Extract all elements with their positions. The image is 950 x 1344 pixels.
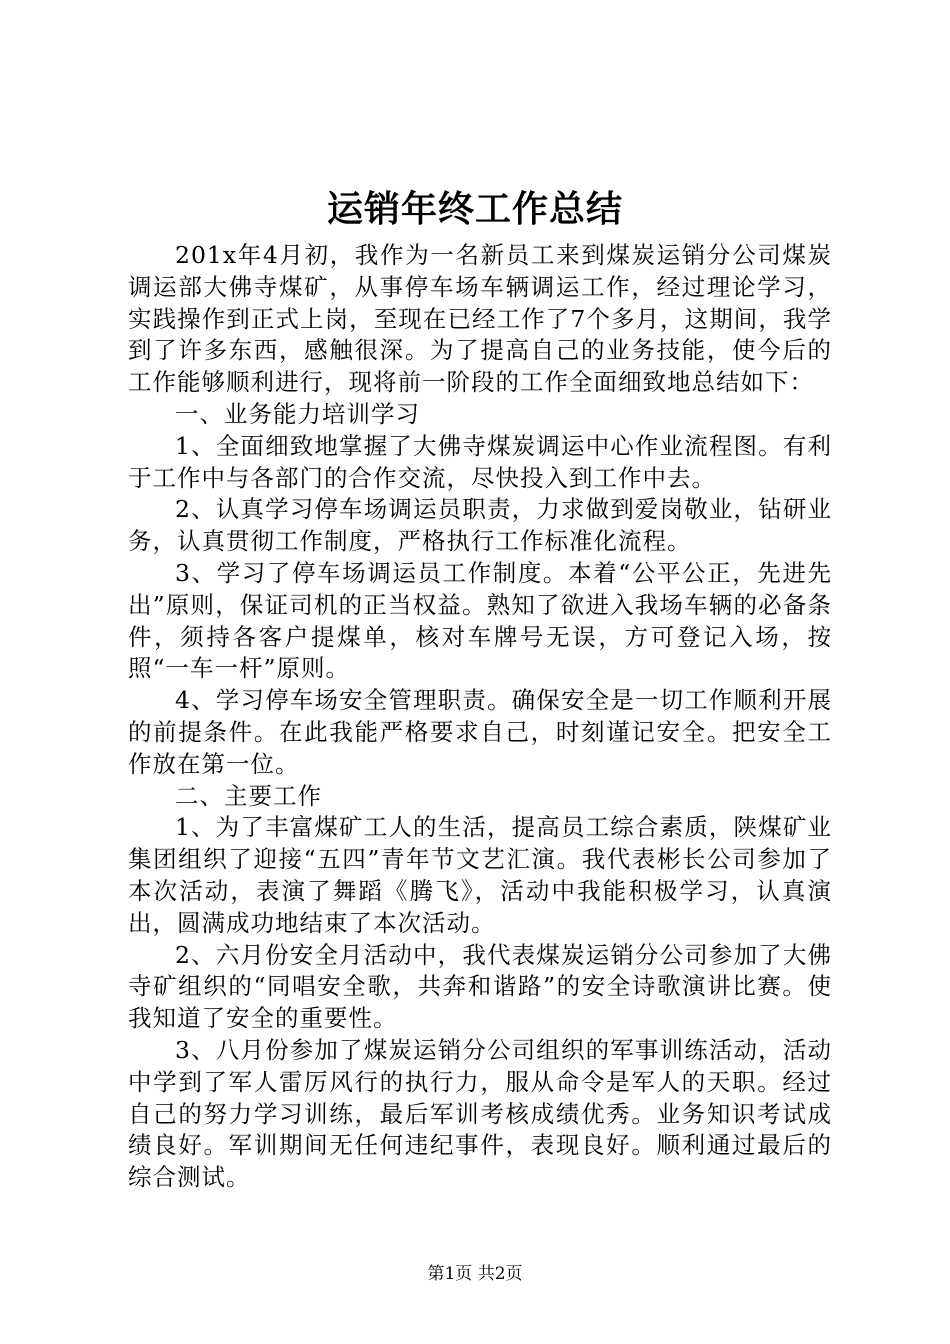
document-body <box>128 240 832 1194</box>
paragraph-training-4: 4、学习停车场安全管理职责。确保安全是一切工作顺利开展的前提条件。在此我能严格要求自己，时刻谨记安全。把安全工作放在第一位。 <box>128 686 832 778</box>
paragraph-work-2: 2、六月份安全月活动中，我代表煤炭运销分公司参加了大佛寺矿组织的“同唱安全歌，共奔和谐路”的安全诗歌演讲比赛。使我知道了安全的重要性。 <box>128 940 832 1033</box>
paragraph-work-3: 3、八月份参加了煤炭运销分公司组织的军事训练活动，活动中学到了军人雷厉风行的执行力，服从命令是军人的天职。经过自己的努力学习训练，最后军训考核成绩优秀。业务知识考试成绩良好。军训期间无任何违纪事件，表现良好。顺利通过最后的综合测试。 <box>128 1035 832 1192</box>
page-number-footer: 第1页 共2页 <box>427 1264 523 1284</box>
section-heading-main-work: 二、主要工作 <box>175 781 322 810</box>
document-title: 运销年终工作总结 <box>326 188 623 230</box>
paragraph-training-1: 1、全面细致地掌握了大佛寺煤炭调运中心作业流程图。有利于工作中与各部门的合作交流，尽快投入到工作中去。 <box>128 431 832 492</box>
paragraph-training-3: 3、学习了停车场调运员工作制度。本着“公平公正，先进先出”原则，保证司机的正当权益。熟知了欲进入我场车辆的必备条件，须持各客户提煤单，核对车牌号无误，方可登记入场，按照“一车一杆”原则。 <box>128 558 832 683</box>
paragraph-work-1: 1、为了丰富煤矿工人的生活，提高员工综合素质，陕煤矿业集团组织了迎接“五四”青年节文艺汇演。我代表彬长公司参加了本次活动，表演了舞蹈《腾飞》，活动中我能积极学习，认真演出，圆满成功地结束了本次活动。 <box>128 813 832 937</box>
paragraph-training-2: 2、认真学习停车场调运员职责，力求做到爱岗敬业，钻研业务，认真贯彻工作制度，严格执行工作标准化流程。 <box>128 495 832 556</box>
section-heading-training: 一、业务能力培训学习 <box>175 399 420 428</box>
paragraph-intro: 201x年4月初，我作为一名新员工来到煤炭运销分公司煤炭调运部大佛寺煤矿，从事停车场车辆调运工作，经过理论学习，实践操作到正式上岗，至现在已经工作了7个多月，这期间，我学到了许多东西，感触很深。为了提高自己的业务技能，使今后的工作能够顺利进行，现将前一阶段的工作全面细致地总结如下： <box>128 241 832 397</box>
